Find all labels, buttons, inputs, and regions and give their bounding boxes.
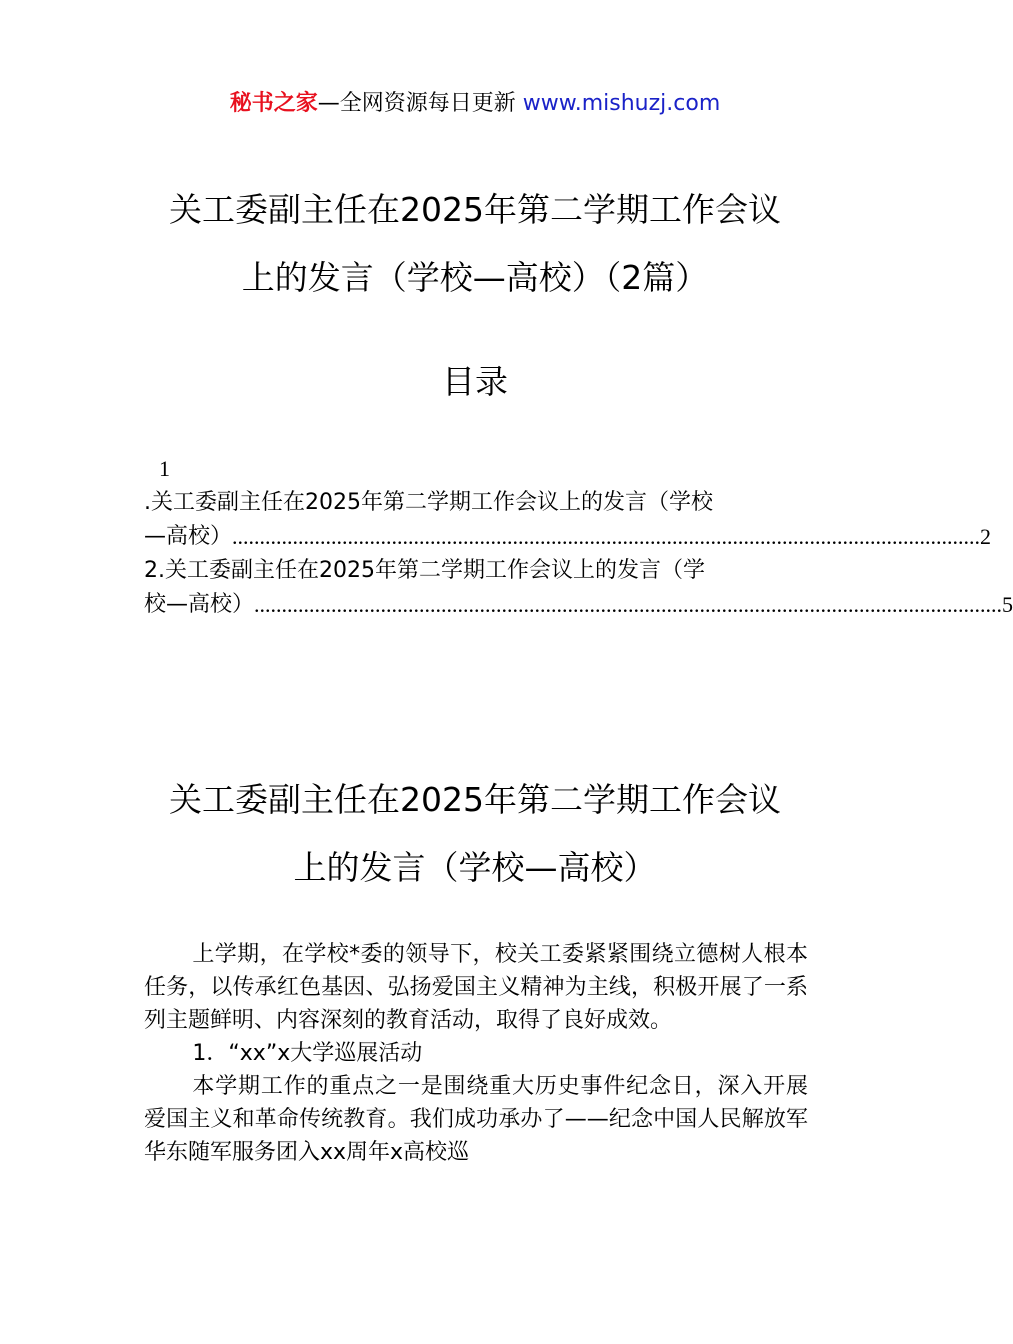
toc-item-2-text: 2.关工委副主任在2025年第二学期工作会议上的发言（学 [144, 558, 705, 583]
toc-item-1-leader: ........................................................................................................................................ [232, 524, 981, 549]
article-body [144, 938, 808, 1169]
toc-item-1-line-1[interactable] [144, 486, 806, 520]
toc-item-1-text-cont: —高校） [144, 524, 233, 549]
article-subheading-1: 1．“xx”x大学巡展活动 [192, 1041, 423, 1066]
toc-item-1-line-2[interactable] [144, 520, 992, 554]
toc-item-2-text-cont: 校—高校） [144, 592, 255, 617]
article-title-line-2: 上的发言（学校—高校） [293, 848, 657, 887]
site-header [0, 88, 950, 120]
toc-item-2-line-2[interactable] [144, 588, 1013, 622]
document-title-line-2: 上的发言（学校—高校）（2篇） [241, 258, 709, 297]
article-paragraph-2: 本学期工作的重点之一是围绕重大历史事件纪念日，深入开展爱国主义和革命传统教育。我们成功承办了——纪念中国人民解放军华东随军服务团入xx周年x高校巡 [144, 1074, 808, 1165]
toc-item-1-page: 2 [980, 524, 992, 549]
toc-heading: 目录 [442, 362, 508, 401]
article-title-line-1: 关工委副主任在2025年第二学期工作会议 [169, 780, 781, 819]
article-paragraph-1: 上学期，在学校*委的领导下，校关工委紧紧围绕立德树人根本任务，以传承红色基因、弘扬爱国主义精神为主线，积极开展了一系列主题鲜明、内容深刻的教育活动，取得了良好成效。 [144, 942, 808, 1033]
document-title-line-1: 关工委副主任在2025年第二学期工作会议 [169, 190, 781, 229]
toc-item-2-page: 5 [1002, 592, 1013, 617]
toc-item-2-line-1[interactable] [144, 554, 806, 588]
toc-item-1-text: .关工委副主任在2025年第二学期工作会议上的发言（学校 [144, 490, 713, 515]
site-tagline: —全网资源每日更新 [317, 91, 523, 116]
site-url-link[interactable]: www.mishuzj.com [522, 91, 721, 116]
toc-item-2-leader: ........................................................................................................................................ [254, 592, 1003, 617]
toc-item-1-number: 1 [159, 456, 170, 481]
table-of-contents [144, 452, 1013, 622]
site-brand: 秘书之家 [229, 91, 318, 116]
